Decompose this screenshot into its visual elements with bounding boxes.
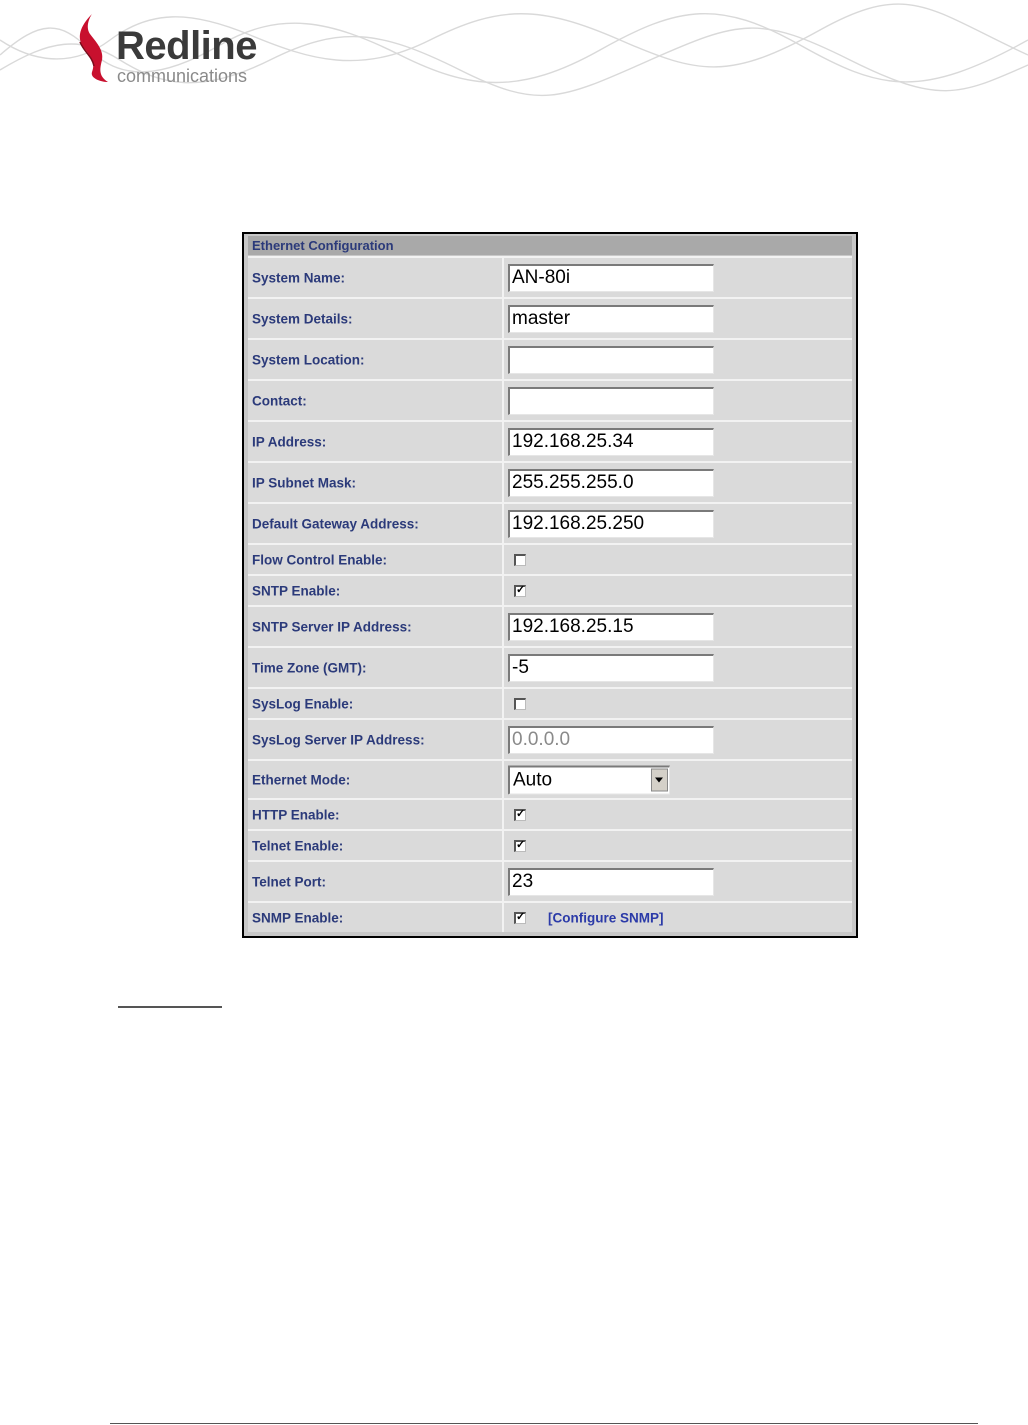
ethernet-mode-select[interactable] — [508, 765, 670, 794]
value-cell — [504, 800, 852, 829]
divider — [118, 1006, 222, 1008]
checkmark-icon: ✓ — [516, 583, 526, 596]
field-label-default-gateway-address: Default Gateway Address: — [252, 516, 419, 531]
label-cell — [248, 903, 504, 932]
row-ip-subnet-mask — [248, 461, 852, 502]
flow-control-enable-checkbox[interactable] — [514, 554, 526, 566]
label-cell — [248, 576, 504, 605]
syslog-server-ip-address-input — [508, 726, 714, 754]
field-label-sntp-server-ip-address: SNTP Server IP Address: — [252, 619, 412, 634]
dropdown-button[interactable] — [651, 768, 668, 791]
row-http-enable — [248, 798, 852, 829]
value-cell — [504, 576, 852, 605]
ip-address-input[interactable] — [508, 428, 714, 456]
telnet-enable-checkbox[interactable] — [514, 840, 526, 852]
value-cell — [504, 463, 852, 502]
field-label-syslog-enable: SysLog Enable: — [252, 696, 354, 711]
footer-divider — [110, 1423, 978, 1424]
syslog-enable-checkbox[interactable] — [514, 698, 526, 710]
value-cell — [504, 545, 852, 574]
row-ethernet-mode — [248, 759, 852, 798]
label-cell — [248, 258, 504, 297]
label-cell — [248, 545, 504, 574]
field-label-contact: Contact: — [252, 393, 307, 408]
row-sntp-server-ip-address — [248, 605, 852, 646]
field-label-time-zone-gmt: Time Zone (GMT): — [252, 660, 367, 675]
field-label-sntp-enable: SNTP Enable: — [252, 583, 341, 598]
http-enable-checkbox[interactable] — [514, 809, 526, 821]
row-default-gateway-address — [248, 502, 852, 543]
row-sntp-enable — [248, 574, 852, 605]
checkmark-icon: ✓ — [516, 838, 526, 851]
row-flow-control-enable — [248, 543, 852, 574]
label-cell — [248, 831, 504, 860]
row-telnet-enable — [248, 829, 852, 860]
row-syslog-enable — [248, 687, 852, 718]
panel-title: Ethernet Configuration — [248, 236, 852, 255]
field-label-system-name: System Name: — [252, 270, 346, 285]
brand-subtitle: communications — [117, 66, 248, 86]
label-cell — [248, 463, 504, 502]
row-syslog-server-ip-address — [248, 718, 852, 759]
field-label-syslog-server-ip-address: SysLog Server IP Address: — [252, 732, 425, 747]
configure-snmp-link[interactable]: [Configure SNMP] — [548, 910, 664, 925]
value-cell — [504, 903, 852, 932]
value-cell — [504, 761, 852, 798]
label-cell — [248, 720, 504, 759]
field-label-ip-subnet-mask: IP Subnet Mask: — [252, 475, 357, 490]
label-cell — [248, 607, 504, 646]
checkmark-icon: ✓ — [516, 807, 526, 820]
field-label-snmp-enable: SNMP Enable: — [252, 910, 344, 925]
sntp-enable-checkbox[interactable] — [514, 585, 526, 597]
row-telnet-port — [248, 860, 852, 901]
label-cell — [248, 689, 504, 718]
contact-input[interactable] — [508, 387, 714, 415]
page-header — [0, 0, 1028, 120]
system-name-input[interactable] — [508, 264, 714, 292]
field-label-system-location: System Location: — [252, 352, 365, 367]
label-cell — [248, 422, 504, 461]
brand-name: Redline — [116, 24, 257, 68]
value-cell — [504, 648, 852, 687]
row-time-zone-gmt — [248, 646, 852, 687]
value-cell — [504, 340, 852, 379]
row-contact — [248, 379, 852, 420]
label-cell — [248, 504, 504, 543]
value-cell — [504, 607, 852, 646]
ip-subnet-mask-input[interactable] — [508, 469, 714, 497]
chevron-down-icon — [655, 777, 663, 782]
value-cell — [504, 831, 852, 860]
row-ip-address — [248, 420, 852, 461]
field-label-http-enable: HTTP Enable: — [252, 807, 340, 822]
field-label-telnet-port: Telnet Port: — [252, 874, 326, 889]
value-cell — [504, 422, 852, 461]
label-cell — [248, 299, 504, 338]
system-details-input[interactable] — [508, 305, 714, 333]
value-cell — [504, 504, 852, 543]
field-label-telnet-enable: Telnet Enable: — [252, 838, 344, 853]
field-label-ethernet-mode: Ethernet Mode: — [252, 772, 351, 787]
value-cell — [504, 299, 852, 338]
config-rows — [248, 256, 852, 932]
redline-swoosh-icon — [70, 12, 114, 84]
value-cell — [504, 258, 852, 297]
redline-logo — [70, 12, 280, 84]
value-cell — [504, 720, 852, 759]
select-value: Auto — [513, 769, 553, 790]
row-system-details — [248, 297, 852, 338]
value-cell — [504, 862, 852, 901]
label-cell — [248, 381, 504, 420]
label-cell — [248, 648, 504, 687]
row-system-location — [248, 338, 852, 379]
row-snmp-enable — [248, 901, 852, 932]
ethernet-configuration-panel — [242, 232, 858, 938]
telnet-port-input[interactable] — [508, 868, 714, 896]
field-label-flow-control-enable: Flow Control Enable: — [252, 552, 387, 567]
default-gateway-address-input[interactable] — [508, 510, 714, 538]
system-location-input[interactable] — [508, 346, 714, 374]
field-label-system-details: System Details: — [252, 311, 353, 326]
snmp-enable-checkbox[interactable] — [514, 912, 526, 924]
checkmark-icon: ✓ — [516, 910, 526, 923]
label-cell — [248, 761, 504, 798]
label-cell — [248, 800, 504, 829]
field-label-ip-address: IP Address: — [252, 434, 327, 449]
sntp-server-ip-address-input[interactable] — [508, 613, 714, 641]
value-cell — [504, 689, 852, 718]
value-cell — [504, 381, 852, 420]
label-cell — [248, 862, 504, 901]
row-system-name — [248, 256, 852, 297]
time-zone-gmt-input[interactable] — [508, 654, 714, 682]
label-cell — [248, 340, 504, 379]
